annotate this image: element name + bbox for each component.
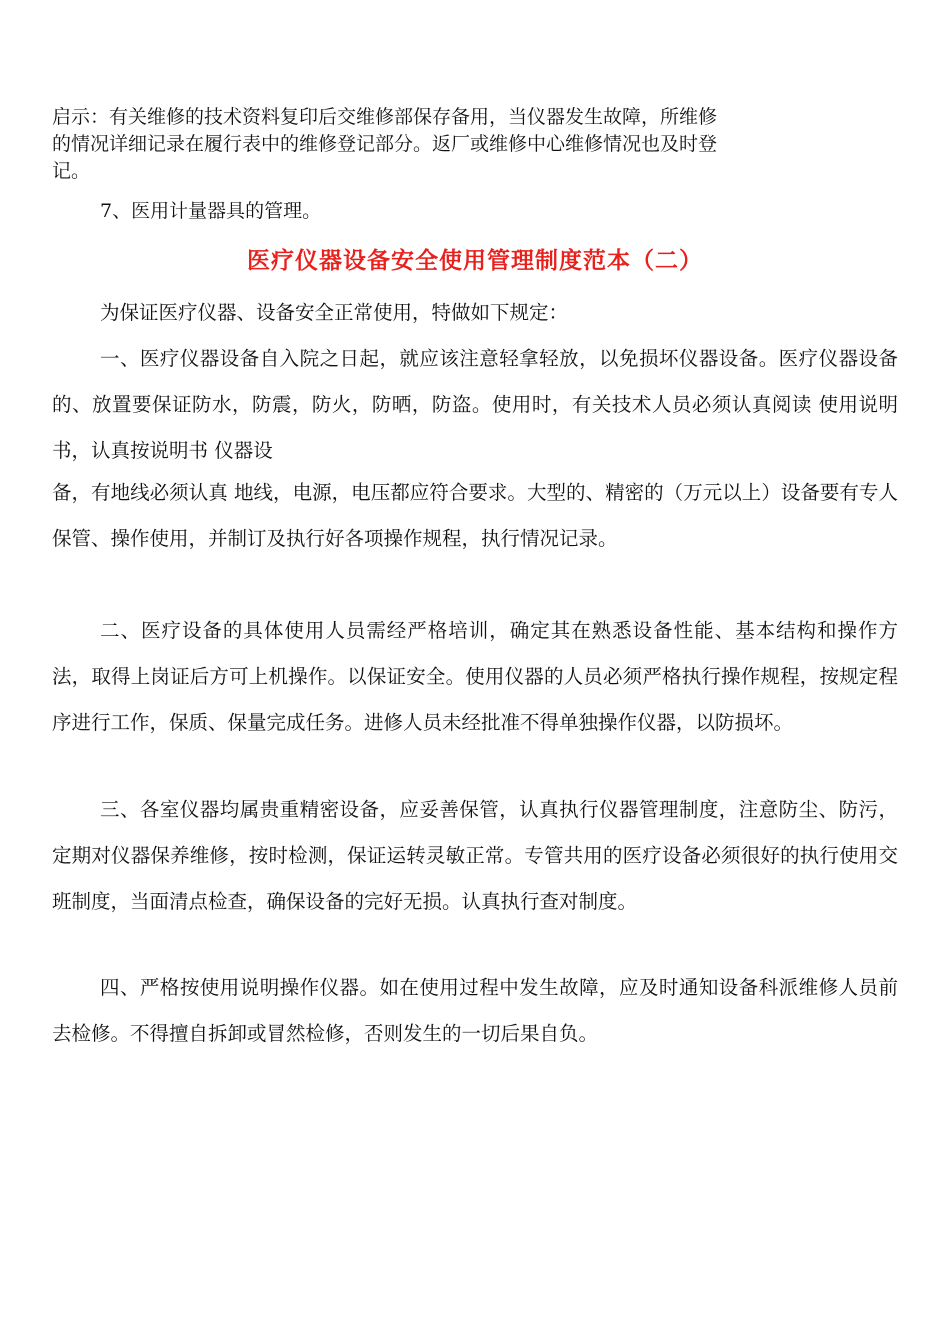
document-title: 医疗仪器设备安全使用管理制度范本（二） [247, 247, 703, 274]
rule-1-paragraph-part-1: 一、医疗仪器设备自入院之日起，就应该注意轻拿轻放，以免损坏仪器设备。医疗仪器设备的、放置要保证防水，防震，防火，防晒，防盗。使用时，有关技术人员必须认真阅读 使用说明书，认真按说明书 仪器设 [52, 347, 898, 462]
rule-4-paragraph: 四、严格按使用说明操作仪器。如在使用过程中发生故障，应及时通知设备科派维修人员前去检修。不得擅自拆卸或冒然检修，否则发生的一切后果自负。 [52, 976, 898, 1045]
preface-paragraph: 为保证医疗仪器、设备安全正常使用，特做如下规定： [100, 301, 569, 324]
rule-2-paragraph: 二、医疗设备的具体使用人员需经严格培训，确定其在熟悉设备性能、基本结构和操作方法，取得上岗证后方可上机操作。以保证安全。使用仪器的人员必须严格执行操作规程，按规定程序进行工作，保质、保量完成任务。进修人员未经批准不得单独操作仪器，以防损坏。 [52, 619, 898, 734]
item-7-text: 7、医用计量器具的管理。 [100, 200, 322, 222]
intro-note [52, 104, 852, 185]
intro-line-2: 的情况详细记录在履行表中的维修登记部分。返厂或维修中心维修情况也及时登 [52, 133, 718, 155]
intro-line-3: 记。 [52, 160, 91, 182]
intro-line-1: 启示：有关维修的技术资料复印后交维修部保存备用，当仪器发生故障，所维修 [52, 106, 718, 128]
rule-3-paragraph: 三、各室仪器均属贵重精密设备，应妥善保管，认真执行仪器管理制度，注意防尘、防污，定期对仪器保养维修，按时检测，保证运转灵敏正常。专管共用的医疗设备必须很好的执行使用交班制度，当面清点检查，确保设备的完好无损。认真执行查对制度。 [52, 798, 898, 913]
rule-1-paragraph-part-2: 备，有地线必须认真 地线，电源，电压都应符合要求。大型的、精密的（万元以上）设备要有专人保管、操作使用，并制订及执行好各项操作规程，执行情况记录。 [52, 481, 898, 550]
